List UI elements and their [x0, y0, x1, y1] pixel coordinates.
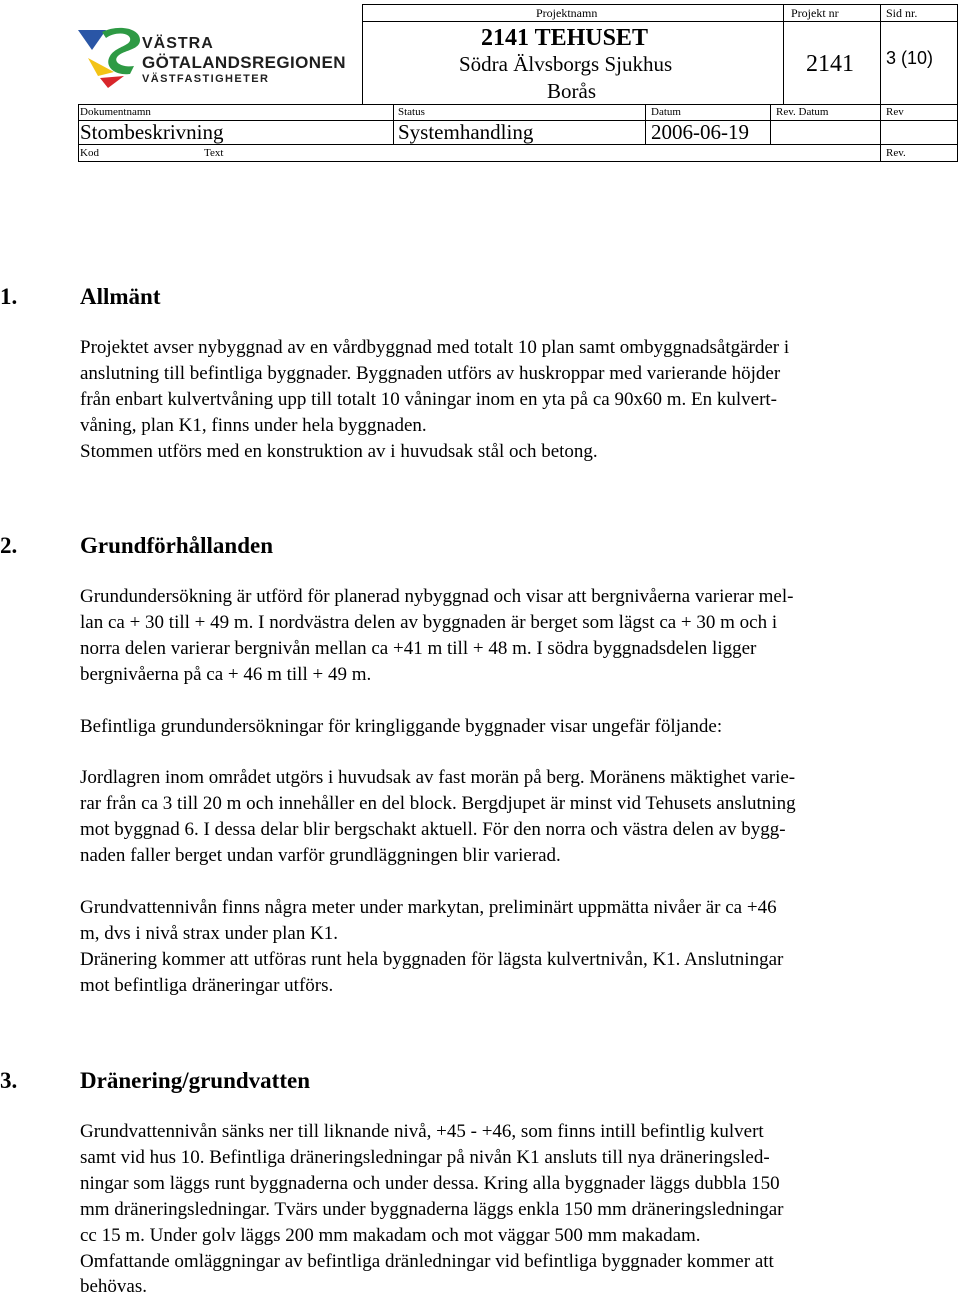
header-vline-right — [957, 4, 958, 161]
paragraph — [80, 714, 940, 740]
text-line: cc 15 m. Under golv läggs 200 mm makadam och mot väggar 500 mm makadam. — [80, 1224, 701, 1246]
label-kod: Kod — [80, 147, 99, 159]
header-vline-status — [393, 104, 394, 144]
text-line: Jordlagren inom området utgörs i huvudsak av fast morän på berg. Moränens mäktighet varie- — [80, 767, 796, 788]
text-line: lan ca + 30 till + 49 m. I nordvästra delen av byggnaden är berget som lägst ca + 30 m och i — [80, 611, 778, 633]
label-rev: Rev — [886, 106, 904, 118]
text-line: mot byggnad 6. I dessa delar blir bergschakt aktuell. För den norra och västra delen av bygg- — [80, 818, 786, 840]
section-number: 1. — [0, 284, 18, 309]
header-vline-outer-left — [78, 104, 79, 161]
project-subtitle-city: Borås — [547, 79, 596, 103]
logo-wordmark — [142, 36, 346, 85]
header-vline-datum — [645, 104, 646, 144]
label-dokumentnamn: Dokumentnamn — [80, 106, 151, 118]
header-kod-border — [78, 144, 958, 145]
header-vline-left — [362, 4, 363, 104]
logo-line-1: VÄSTRA — [142, 35, 214, 52]
text-line: Grundvattennivån finns några meter under markytan, preliminärt uppmätta nivåer är ca +46 — [80, 897, 777, 918]
text-line: behövas. — [80, 1276, 148, 1298]
text-line: Grundundersökning är utförd för planerad nybyggnad och visar att bergnivåerna varierar mel- — [80, 586, 794, 607]
text-line: Omfattande omläggningar av befintliga dränledningar vid befintliga byggnader kommer att — [80, 1250, 774, 1272]
label-projekt-nr: Projekt nr — [791, 6, 839, 20]
paragraph — [80, 584, 940, 688]
header-middle-border — [78, 104, 958, 105]
page-number: 3 (10) — [886, 48, 934, 68]
label-text: Text — [204, 147, 224, 159]
text-line: norra delen varierar bergnivån mellan ca +41 m till + 48 m. I södra byggnadsdelen ligger — [80, 637, 757, 659]
text-line: Grundvattennivån sänks ner till liknande nivå, +45 - +46, som finns intill befintlig kulvert — [80, 1121, 764, 1142]
section-number: 2. — [0, 533, 18, 558]
text-line: ningar som läggs runt byggnaderna och under dessa. Kring alla byggnader läggs dubbla 150 — [80, 1172, 780, 1194]
text-line: anslutning till befintliga byggnader. Byggnaden utförs av huskroppar med varierande höjder — [80, 362, 781, 384]
paragraph — [80, 765, 940, 869]
header-vline-projnr — [783, 4, 784, 104]
header-top-border — [362, 4, 958, 5]
label-datum: Datum — [651, 106, 681, 118]
section-number: 3. — [0, 1068, 18, 1093]
document-name: Stombeskrivning — [80, 120, 224, 144]
header-vline-revdatum — [770, 104, 771, 144]
logo-line-2: GÖTALANDSREGIONEN — [142, 53, 346, 72]
logo-line-3: VÄSTFASTIGHETER — [142, 73, 270, 85]
text-line: från enbart kulvertvåning upp till totalt 10 våningar inom en yta på ca 90x60 m. En kulvert- — [80, 388, 778, 410]
section-title: Dränering/grundvatten — [80, 1068, 310, 1093]
header-vline-sidnr — [880, 4, 881, 161]
header-bottom-border — [78, 161, 958, 162]
text-line: våning, plan K1, finns under hela byggnaden. — [80, 414, 427, 436]
text-line: Stommen utförs med en konstruktion av i huvudsak stål och betong. — [80, 440, 598, 462]
text-line: rar från ca 3 till 20 m och innehåller en del block. Bergdjupet är minst vid Tehusets anslutning — [80, 792, 796, 814]
paragraph — [80, 1119, 940, 1300]
label-sid-nr: Sid nr. — [886, 6, 918, 20]
text-line: naden faller berget undan varför grundläggningen blir varierad. — [80, 844, 561, 866]
project-subtitle-hospital: Södra Älvsborgs Sjukhus — [459, 52, 673, 76]
text-line: bergnivåerna på ca + 46 m till + 49 m. — [80, 663, 372, 685]
section-title: Allmänt — [80, 284, 161, 309]
paragraph — [80, 895, 940, 999]
document-status: Systemhandling — [398, 120, 534, 144]
text-line: m, dvs i nivå strax under plan K1. — [80, 922, 339, 944]
text-line: mot befintliga dräneringar utförs. — [80, 974, 334, 996]
label-rev-column: Rev. — [886, 147, 906, 159]
label-projektnamn: Projektnamn — [536, 6, 598, 20]
label-status: Status — [398, 106, 425, 118]
text-line: mm dräneringsledningar. Tvärs under byggnaderna läggs enkla 150 mm dräneringsledningar — [80, 1198, 784, 1220]
project-number: 2141 — [806, 51, 854, 77]
text-line: Projektet avser nybyggnad av en vårdbyggnad med totalt 10 plan samt ombyggnadsåtgärder i — [80, 337, 790, 358]
label-rev-datum: Rev. Datum — [776, 106, 829, 118]
text-line: Befintliga grundundersökningar för kringliggande byggnader visar ungefär följande: — [80, 716, 723, 737]
text-line: Dränering kommer att utföras runt hela byggnaden för lägsta kulvertnivån, K1. Anslutningar — [80, 948, 784, 970]
document-date: 2006-06-19 — [651, 120, 749, 144]
project-title: 2141 TEHUSET — [481, 25, 648, 51]
section-title: Grundförhållanden — [80, 533, 273, 558]
text-line: samt vid hus 10. Befintliga dräneringsledningar på nivån K1 ansluts till nya dräneringsled- — [80, 1146, 770, 1168]
header-label-row-border — [362, 21, 958, 22]
paragraph — [80, 335, 940, 465]
